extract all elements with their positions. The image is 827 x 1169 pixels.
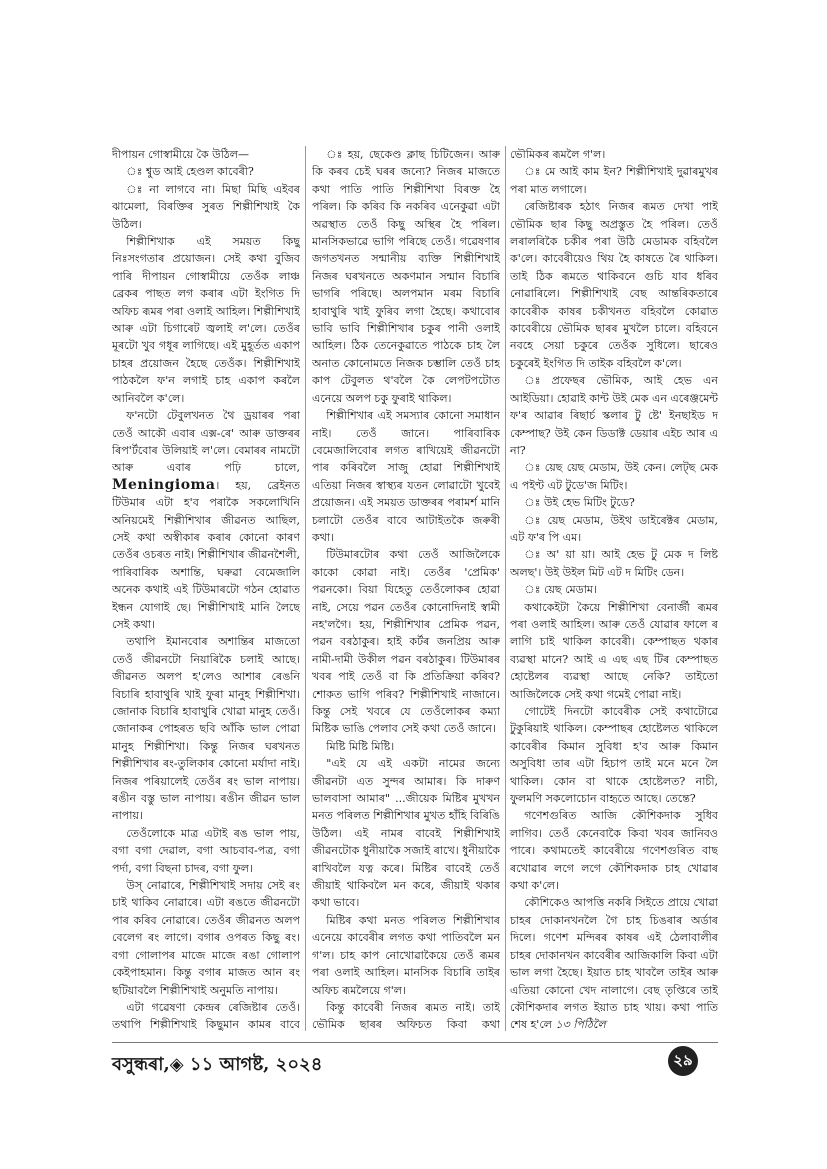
paragraph: এটা গৱেষণা কেন্দ্ৰৰ ৰেজিষ্টাৰ তেওঁ। তথাপি শিল্পীশিখাই কিছুমান কামৰ বাবে (112, 1000, 300, 1031)
column-divider (505, 146, 506, 1031)
paragraph: শিল্পীশিখাৰ এই সমস্যাৰ কোনো সমাধান নাই। তেওঁ জানে। পাৰিবাৰিক বেমেজালিবোৰ লগত ৰাখিয়েই জীৱনটো পাৰ কৰিবলৈ সাজু হোৱা শিল্পীশিখাই এতিয়া নিজৰ স্বাস্থ্যৰ যতন লোৱাটো খুবেই প্ৰয়োজন। এই সময়ত ডাক্তৰৰ পৰামৰ্শ মানি চলাটো তেওঁৰ বাবে আটাইতকৈ জৰুৰী কথা। (312, 409, 500, 544)
paragraph-text: । হয়, ব্ৰেইনত টিউমাৰ এটা হ'ব পৰাকৈ সকলোখিনি অনিয়মেই শিল্পীশিখাৰ জীৱনত আছিল, সেই কথা অস্বীকাৰ কৰাৰ কোনো কাৰণ তেওঁৰ ওচৰত নাই। শিল্পীশিখাৰ জীৱনশৈলী, পাৰিবাৰিক অশান্তি, ঘৰুৱা বেমেজালি অনেক কথাই এই টিউমাৰটো গঠন হোৱাত ইন্ধন যোগাই ছে। শিল্পীশিখাই মানি লৈছে সেই কথা। (112, 478, 300, 631)
magazine-footer: বসুন্ধৰা,◈ ১১ আগষ্ট, ২০২৪ (112, 1054, 323, 1075)
paragraph: কিন্তু কাবেৰী নিজৰ ৰূমত নাই। তাই ভৌমিক ছাৰৰ অফিচত কিবা কথা (312, 1000, 500, 1031)
paragraph: ঃ শ্বুড আই হেণ্ডল কাবেৰী? (126, 165, 254, 179)
paragraph: তথাপি ইমানবোৰ অশান্তিৰ মাজতো তেওঁ জীৱনটো নিয়াৰিকৈ চলাই আছে। জীৱনত অলপ হ'লেও আশাৰ ৰেঙনি বিচাৰি হাবাথুৰি খাই ফুৰা মানুহ শিল্পীশিখা। জোনাক বিচাৰি হাবাথুৰি খোৱা মানুহ তেওঁ। জোনাকৰ পোহৰত ছবি আঁকি ভাল পোৱা মানুহ শিল্পীশিখা। কিন্তু নিজৰ ঘৰখনত শিল্পীশিখাৰ ৰং-তুলিকাৰ কোনো মৰ্যাদা নাই। নিজৰ পৰিয়ালেই তেওঁৰ ৰং ভাল নাপায়। ৰঙীন বস্তু ভাল নাপায়। ৰঙীন জীৱন ভাল নাপায়। (112, 635, 300, 823)
column-divider (305, 146, 306, 1031)
paragraph: ঃ হয়, ছেকেণ্ড ক্লাছ চিটিজেন। আৰু কি কৰব চেই ঘৰৰ জন্যে? নিজৰ মাজতে কথা পাতি পাতি শিল্পীশিখা বিৰক্ত হৈ পৰিল। কি কৰিব কি নকৰিব এনেকুৱা এটা অৱস্থাত তেওঁ কিছু অস্থিৰ হৈ পৰিল। মানসিকভাৱে ভাগি পৰিছে তেওঁ। গৱেষণাৰ জগতখনত সন্মানীয় ব্যক্তি শিল্পীশিখাই নিজৰ ঘৰখনতে অকণমান সন্মান বিচাৰি ভাগৰি পৰিছে। অলপমান মৰম বিচাৰি হাবাথুৰি খাই ফুৰিব লগা হৈছে। কথাবোৰ ভাবি ভাবি শিল্পীশিখাৰ চকুৰ পানী ওলাই আহিল। ঠিক তেনেকুৱাতে পাঠকে চাহ লৈ অনাত কোনোমতে নিজক চম্ভালি তেওঁ চাহ কাপ টেবুলত থ'বলৈ কৈ লেপটপটোত এনেয়ে অলপ চকু ফুৰাই থাকিল। (312, 148, 500, 405)
paragraph: মিষ্টি মিষ্টি মিষ্টি। (326, 739, 395, 753)
column-2 (312, 146, 500, 1031)
column-3 (510, 146, 718, 1031)
paragraph: ঃ উই হেভ মিটিং টুডে? (524, 496, 635, 510)
paragraph-text: ফ'নটো টেবুলখনত থৈ ড্ৰয়াৰৰ পৰা তেওঁ আকৌ এবাৰ এক্স-ৰে' আৰু ডাক্তৰৰ ৰিপ'ৰ্টবোৰ উলিয়াই ল'লে। বেমাৰৰ নামটো আৰু এবাৰ পঢ়ি চালে, (112, 409, 300, 475)
paragraph: ঃ অ' য়া য়া। আই হেভ টু মেক দ লিষ্ট অলছ'। উই উইল মিট এট দ মিটিং ডেন। (510, 548, 718, 579)
paragraph: ঃ য়েছ মেডাম, উইথ ডাইৰেক্টৰ মেডাম, এট ফ'ৰ পি এম। (510, 513, 718, 544)
paragraph: ঃ প্ৰফেছৰ ভৌমিক, আই হেভ এন আইডিয়া। হোৱাই কান্ট উই মেক এন এৰেঞ্জমেন্ট ফ'ৰ আৱাৰ ৰিছাৰ্চ স্কলাৰ টু ষ্টে' ইনছাইড দ কেম্পাছ? উই কেন ডিডাক্ট ডেয়াৰ এইচ আৰ এ না? (510, 374, 718, 457)
footer-divider (112, 1042, 718, 1043)
paragraph: গোটেই দিনটো কাবেৰীক সেই কথাটোৱে টুকুৰিয়াই থাকিল। কেম্পাছৰ হোষ্টেলত থাকিলে কাবেৰীৰ কিমান সুবিধা হ'ব আৰু কিমান অসুবিধা তাৰ এটা হিচাপ তাই মনে মনে লৈ থাকিল। কোন বা থাকে হোষ্টেলত? নাচী, ফুলমণি সকলোচোন বাহৃতে আছে। তেন্তে? (510, 705, 718, 806)
paragraph: মিষ্টিৰ কথা মনত পৰিলত শিল্পীশিখাৰ এনেয়ে কাবেৰীৰ লগত কথা পাতিবলৈ মন গ'ল। চাহ কাপ নোখোৱাকৈয়ে তেওঁ ৰূমৰ পৰা ওলাই আহিল। মানসিক বিচাৰি তাইৰ অফিচ ৰূমলৈয়ে গ'ল। (312, 913, 500, 997)
paragraph: তেওঁলোকে মাত্ৰ এটাই ৰঙ ভাল পায়, বগা বগা দেৱাল, বগা আচবাব-পত্ৰ, বগা পৰ্দা, বগা বিছনা চাদৰ, বগা ফুল। (112, 826, 300, 875)
paragraph: দীপায়ন গোস্বামীয়ে কৈ উঠিল— (112, 148, 249, 161)
paragraph: ৰেজিষ্টাৰক হঠাৎ নিজৰ ৰূমত দেখা পাই ভৌমিক ছাৰ কিছু অপ্ৰস্তুত হৈ পৰিল। তেওঁ লৰালৰিকৈ চকীৰ পৰা উঠি মেডামক বহিবলৈ ক'লে। কাবেৰীয়েও থিয় হৈ কাষতে ৰৈ থাকিল। তাই ঠিক ৰূমতে থাকিবনে গুচি যাব ধৰিব নোৱাৰিলে। শিল্পীশিখাই বেছ আন্তৰিকতাৰে কাবেৰীক কাষৰ চকীখনত বহিবলৈ কোৱাত কাবেৰীয়ে ভৌমিক ছাৰৰ মুখলৈ চালে। বহিবনে নবহে সেয়া চকুৰে তেওঁক সুধিলে। ছাৰেও চকুৰেই ইংগিত দি তাইক বহিবলৈ ক'লে। (510, 200, 718, 370)
paragraph (510, 894, 718, 1031)
paragraph: ঃ মে আই কাম ইন? শিল্পীশিখাই দুৱাৰমুখৰ পৰা মাত লগালে। (510, 165, 718, 196)
paragraph: ভৌমিকৰ ৰূমলৈ গ'ল। (510, 148, 606, 161)
paragraph: ঃ য়েছ য়েছ মেডাম, উই কেন। লেট্‌ছ মেক এ পইণ্ট এট টুডে'জ মিটিং। (510, 461, 718, 492)
paragraph-text: কৌশিকেও আপত্তি নকৰি সিইতে প্ৰায়ে খোৱা চাহৰ দোকানখনলৈ গৈ চাহ চিঙৰাৰ অৰ্ডাৰ দিলে। গণেশ মন্দিৰৰ কাষৰ এই ঠেলাবালীৰ চাহৰ দোকানখন কাবেৰীৰ আজিকালি কিবা এটা ভাল লগা হৈছে। ইয়াত চাহ খাবলৈ তাইৰ আৰু এতিয়া কোনো খেদ নালাগে। বেছ তৃপ্তিৰে তাই কৌশিকদাৰ লগত ইয়াত চাহ খায়। কথা পাতি শেষ হ'লে (510, 896, 718, 1031)
paragraph: উস্ নোৱাৰে, শিল্পীশিখাই সদায় সেই ৰং চাই থাকিব নোৱাৰে। এটা ৰঙতে জীৱনটো পাৰ কৰিব নোৱাৰে। তেওঁৰ জীৱনত অলপ বেলেগ ৰং লাগে। বগাৰ ওপৰত কিছু ৰং। বগা গোলাপৰ মাজে মাজে ৰঙা গোলাপ কেইপাহমান। কিন্তু বগাৰ মাজত আন ৰং ছটিয়াবলৈ শিল্পীশিখাই অনুমতি নাপায়। (112, 879, 300, 997)
paragraph: ঃ না লাগবে না। মিছা মিছি এইবৰ ঝামেলা, বিৰক্তিৰ সুৰত শিল্পীশিখাই কৈ উঠিল। (112, 182, 300, 231)
paragraph: টিউমাৰটোৰ কথা তেওঁ আজিলৈকে কাকো কোৱা নাই। তেওঁৰ 'প্ৰেমিক' পৱনকো। বিয়া যিহেতু তেওঁলোকৰ হোৱা নাই, সেয়ে পৱন তেওঁৰ কোনোদিনাই স্বামী নহ'লগৈ। হয়, শিল্পীশিখাৰ প্ৰেমিক পৱন, পৱন বৰঠাকুৰ। হাই কৰ্টৰ জনপ্ৰিয় আৰু নামী-দামী উকীল পৱন বৰঠাকুৰ। টিউমাৰৰ খবৰ পাই তেওঁ বা কি প্ৰতিক্ৰিয়া কৰিব? শোকত ভাগি পৰিব? শিল্পীশিখাই নাজানে। কিন্তু সেই খবৰে যে তেওঁলোকৰ কম্যা মিষ্টিক ভাঙি পেলাব সেই কথা তেওঁ জানে। (312, 548, 500, 736)
continued-note: ১৩ পিঠিলৈ (555, 1018, 606, 1031)
paragraph: ঃ য়েছ মেডাম। (524, 583, 597, 597)
paragraph: শিল্পীশিখাক এই সময়ত কিছু নিঃসংগতাৰ প্ৰয়োজন। সেই কথা বুজিব পাৰি দীপায়ন গোস্বামীয়ে তেওঁক লাঞ্চ ব্ৰেকৰ পাছত লগ কৰাৰ এটা ইংগিত দি অফিচ ৰূমৰ পৰা ওলাই আহিল। শিল্পীশিখাই আৰু এটা চিগাৰেট জ্বলাই ল'লে। তেওঁৰ মূৰটো খুব গধূৰ লাগিছে। এই মুহূৰ্তত একাপ চাহৰ প্ৰয়োজন হৈছে তেওঁক। শিল্পীশিখাই পাঠকলৈ ফ'ন লগাই চাহ একাপ কৰলৈ আনিবলৈ ক'লে। (112, 235, 300, 405)
disease-name: Meningioma (112, 476, 216, 493)
column-1 (112, 146, 300, 1031)
page-number: ২৯ (668, 1046, 698, 1076)
paragraph: গণেশগুৰিত আজি কৌশিকদাক সুধিব লাগিব। তেওঁ কেনেবাকৈ কিবা খবৰ জানিবও পাৰে। কথামতেই কাবেৰীয়ে গণেশগুৰিত বাছ ৰখোৱাৰ লগে লগে কৌশিকদাক চাহ খোৱাৰ কথা ক'লে। (510, 809, 718, 893)
paragraph: কথাকেইটা কৈয়ে শিল্পীশিখা বেনাৰ্জী ৰূমৰ পৰা ওলাই আহিল। আৰু তেওঁ যোৱাৰ ফালে ৰ লাগি চাই থাকিল কাবেৰী। কেম্পাছত থকাৰ ব্যৱস্থা মানে? আই এ এছ এছ টিৰ কেম্পাছত হোষ্টেলৰ ব্যৱস্থা আছে নেকি? তাইতো আজিলৈকে সেই কথা গমেই পোৱা নাই। (510, 600, 718, 701)
paragraph (112, 407, 300, 633)
paragraph: "এই যে এই একটা নামের জন্যে জীৱনটা এত সুন্দৰ আমাৰ। কি দাৰুণ ভালবাসা আমাৰ" ...জীয়েক মিষ্টিৰ মুখখন মনত পৰিলত শিল্পীশিখাৰ মুখত হাঁহি বিৰিঙি উঠিল। এই নামৰ বাবেই শিল্পীশিখাই জীৱনটোক ধুনীয়াকৈ সজাই ৰাখে। ধুনীয়াকৈ ৰাখিবলৈ যত্ন কৰে। মিষ্টিৰ বাবেই তেওঁ জীয়াই থাকিবলৈ মন কৰে, জীয়াই থকাৰ কথা ভাবে। (312, 757, 500, 910)
